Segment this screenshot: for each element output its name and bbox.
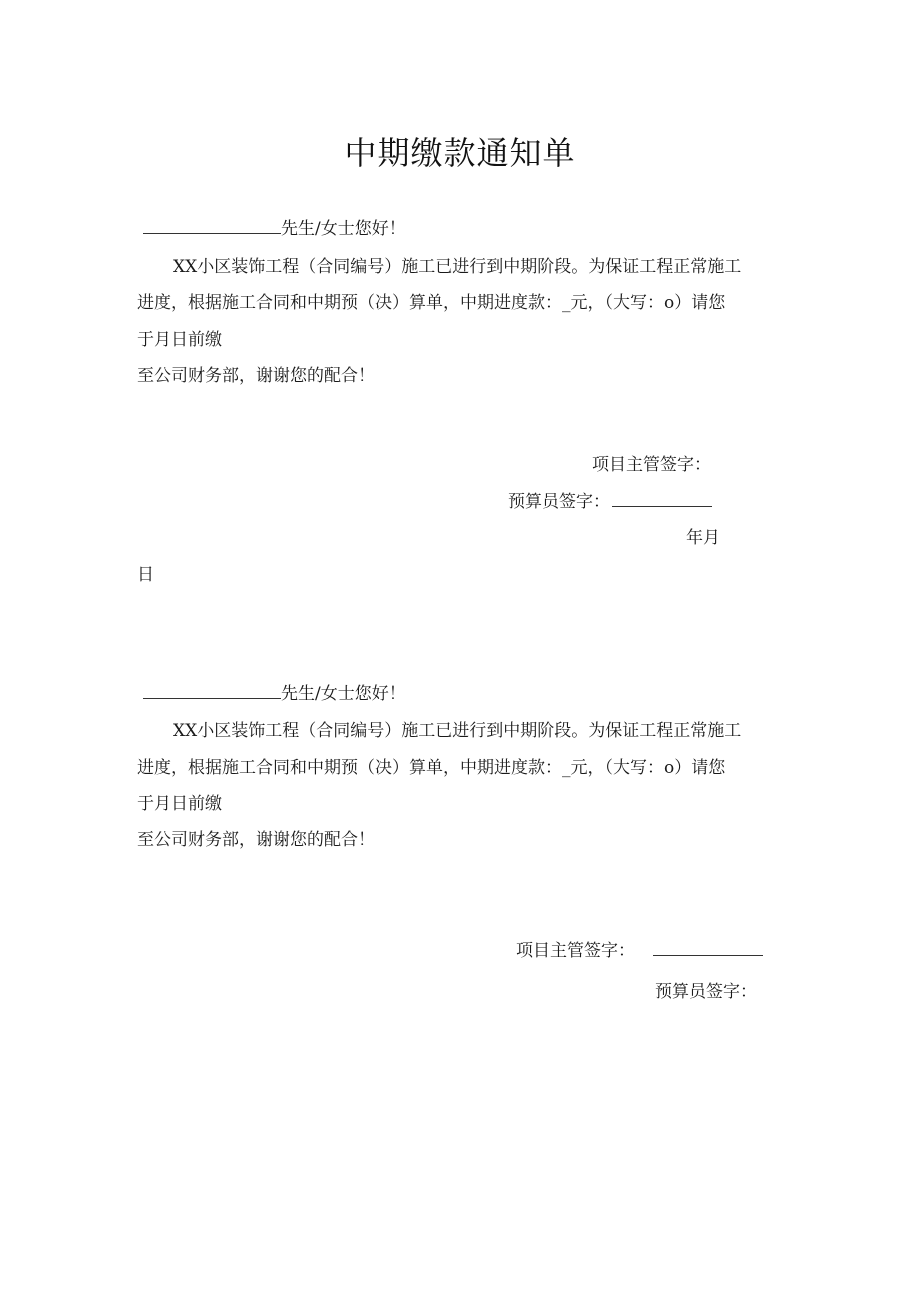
body-line-1: XX小区装饰工程（合同编号）施工已进行到中期阶段。为保证工程正常施工 bbox=[173, 721, 742, 741]
manager-signature-line bbox=[516, 940, 763, 962]
body-line-2: 进度，根据施工合同和中期预（决）算单，中期进度款：_元，（大写：o）请您 bbox=[137, 293, 726, 313]
name-blank bbox=[143, 698, 281, 699]
date-day: 日 bbox=[137, 565, 154, 585]
budget-signature-label: 预算员签字： bbox=[508, 492, 610, 512]
date-year-month: 年月 bbox=[686, 528, 720, 548]
body-line-4: 至公司财务部，谢谢您的配合！ bbox=[137, 830, 375, 850]
page-title: 中期缴款通知单 bbox=[344, 134, 576, 172]
body-line-1: XX小区装饰工程（合同编号）施工已进行到中期阶段。为保证工程正常施工 bbox=[173, 257, 742, 277]
body-line-3: 于月日前缴 bbox=[137, 794, 222, 814]
budget-signature-label: 预算员签字： bbox=[655, 982, 757, 1002]
signature-blank bbox=[653, 955, 763, 956]
body-line-3: 于月日前缴 bbox=[137, 330, 222, 350]
greeting-line bbox=[143, 683, 406, 705]
greeting-line bbox=[143, 218, 406, 240]
name-blank bbox=[143, 233, 281, 234]
greeting-text: 先生/女士您好！ bbox=[281, 684, 406, 704]
signature-blank bbox=[612, 506, 712, 507]
body-line-4: 至公司财务部，谢谢您的配合！ bbox=[137, 366, 375, 386]
budget-signature-line bbox=[508, 491, 712, 513]
greeting-text: 先生/女士您好！ bbox=[281, 219, 406, 239]
manager-signature-label: 项目主管签字： bbox=[592, 455, 711, 475]
body-line-2: 进度，根据施工合同和中期预（决）算单，中期进度款：_元，（大写：o）请您 bbox=[137, 758, 726, 778]
manager-signature-label: 项目主管签字： bbox=[516, 941, 635, 961]
